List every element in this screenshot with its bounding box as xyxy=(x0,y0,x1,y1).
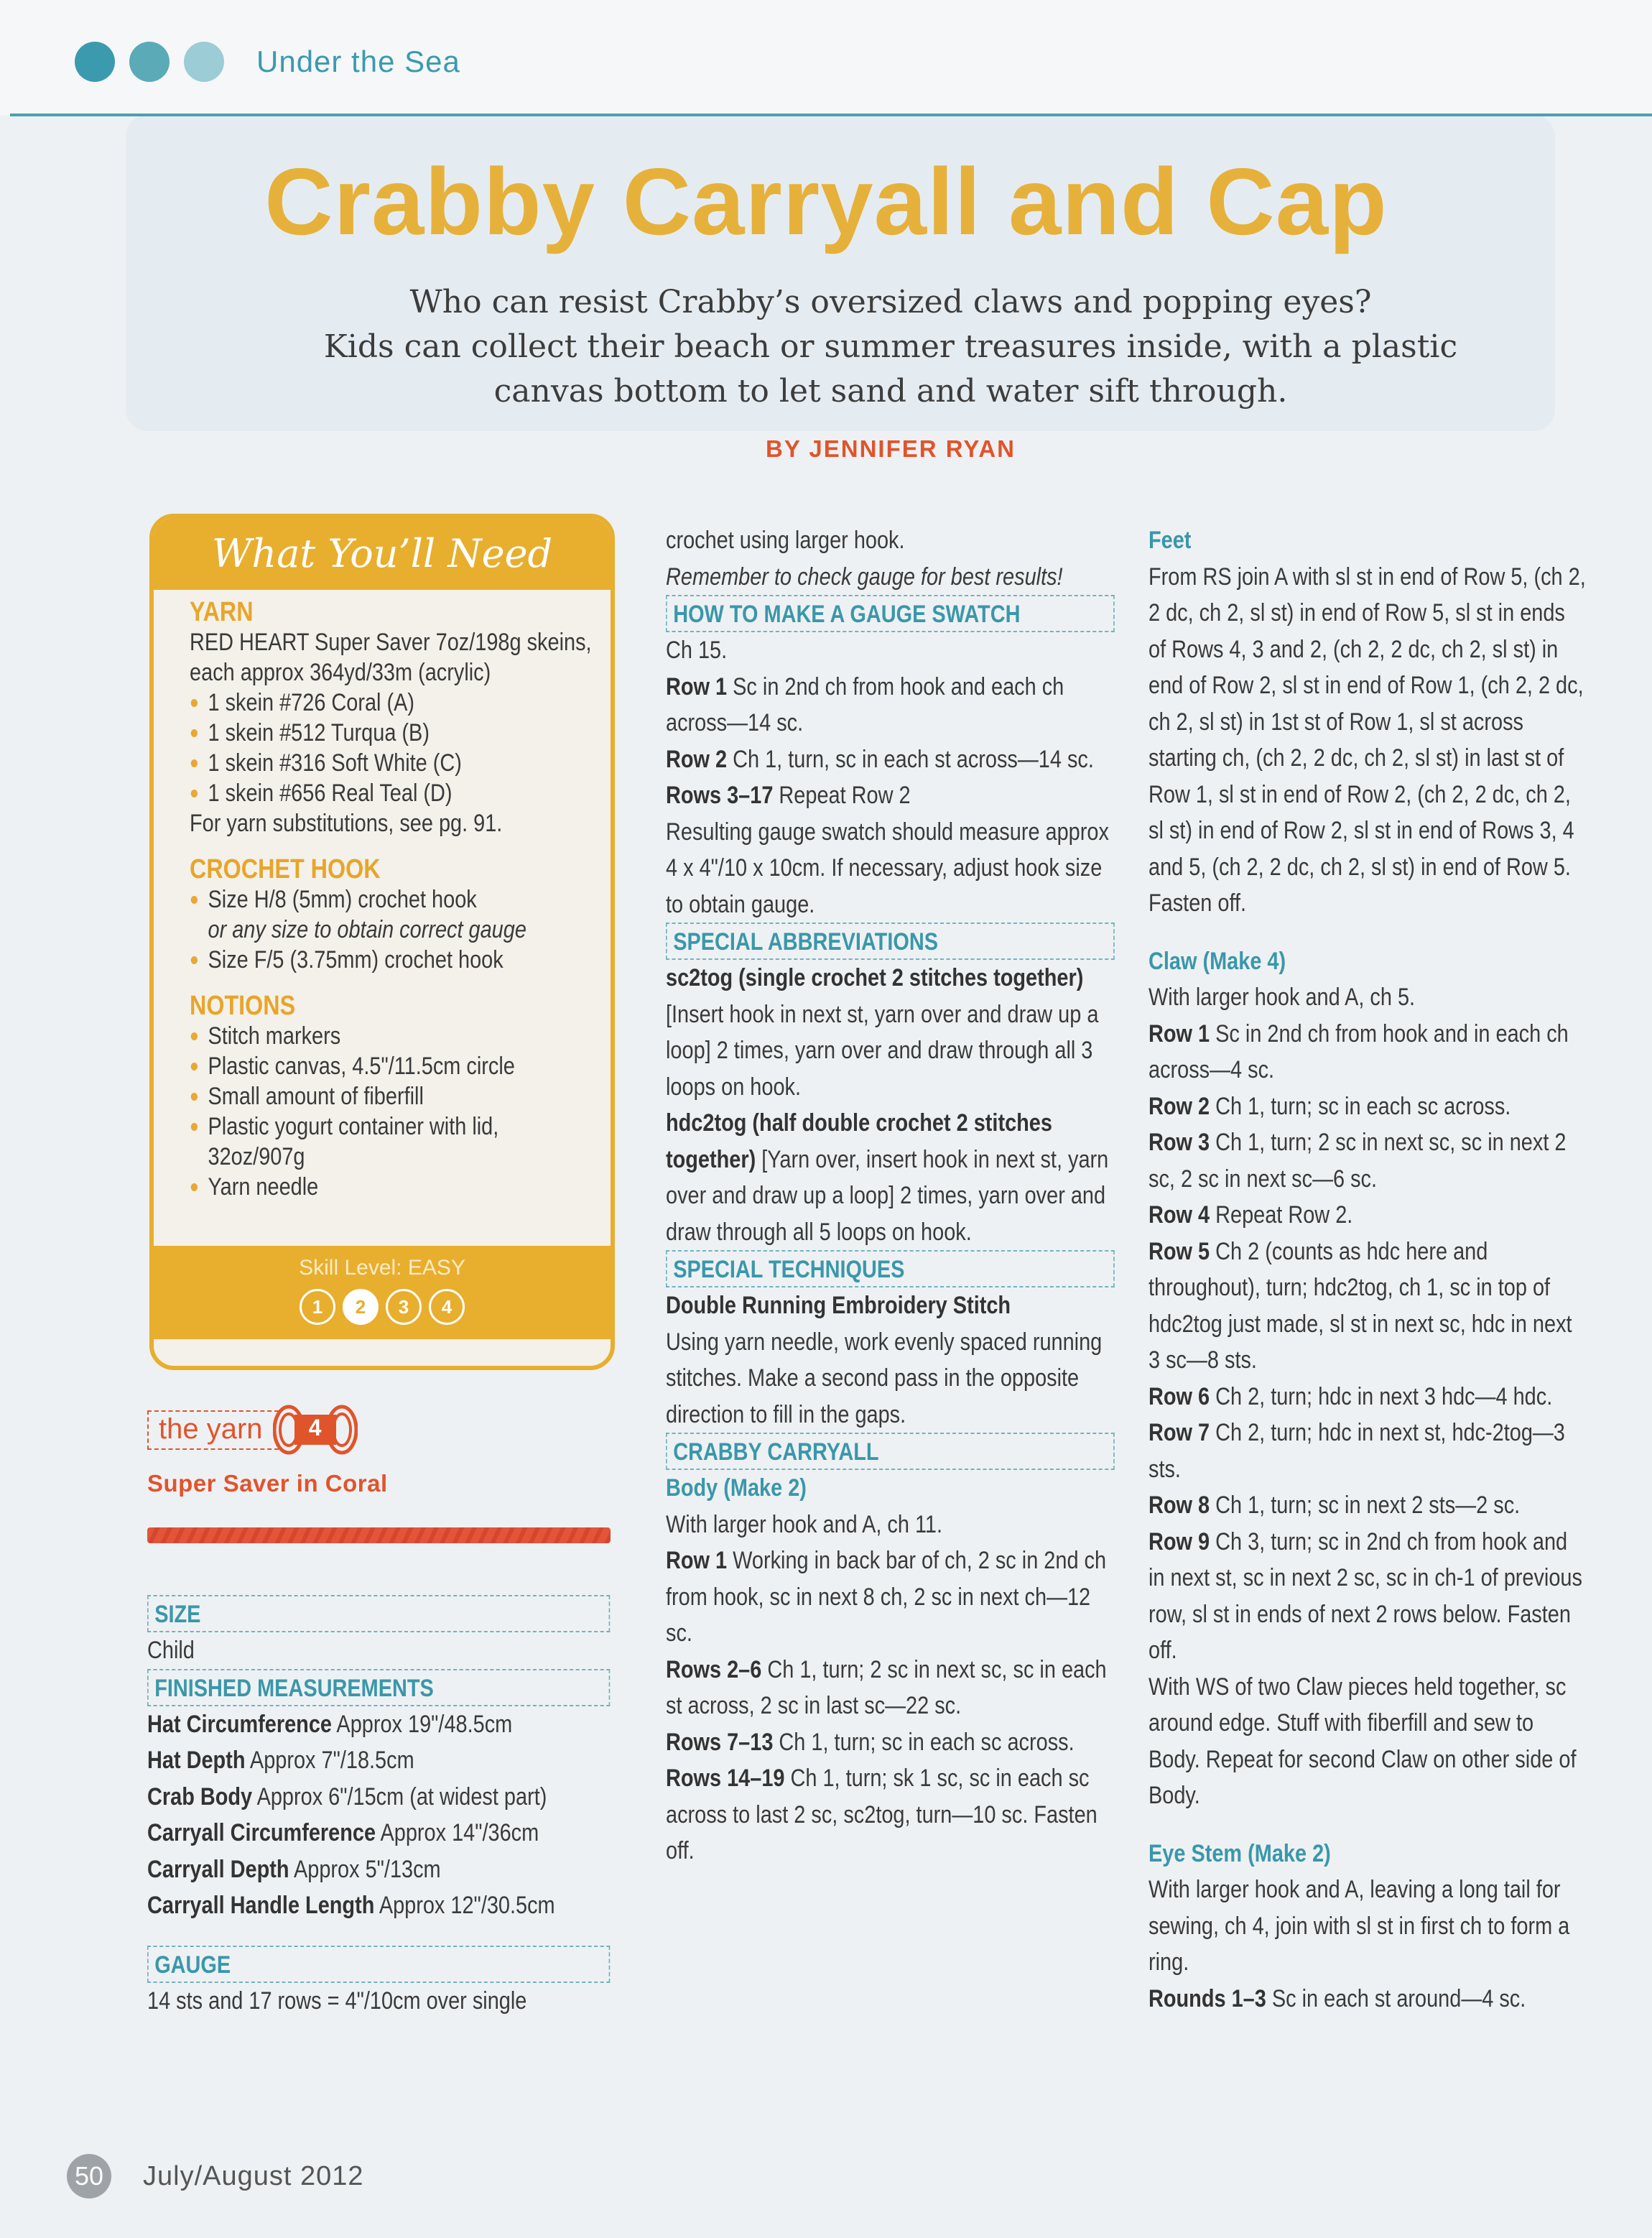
paragraph-lead: Carryall Depth xyxy=(147,1855,289,1883)
paragraph-lead: Row 1 xyxy=(666,672,728,700)
paragraph xyxy=(147,1851,610,1888)
right-column xyxy=(1148,522,1587,2017)
notion-item: Stitch markers xyxy=(190,1021,593,1051)
paragraph xyxy=(666,960,1115,1105)
paragraph-lead: Rows 7–13 xyxy=(666,1728,774,1756)
paragraph xyxy=(666,632,1115,669)
paragraph-text: Approx 7"/18.5cm xyxy=(249,1747,414,1774)
paragraph-lead: Row 5 xyxy=(1148,1237,1210,1265)
paragraph-text: Ch 1, turn; sc in next 2 sts—2 sc. xyxy=(1215,1492,1521,1519)
paragraph xyxy=(666,1543,1115,1652)
paragraph xyxy=(666,1507,1115,1543)
skill-level xyxy=(154,1246,611,1339)
section-name: Under the Sea xyxy=(256,45,460,78)
paragraph-text: With larger hook and A, leaving a long tail for sewing, ch 4, join with sl st in first ch to form a ring. xyxy=(1148,1876,1570,1976)
header-rule xyxy=(10,114,1652,116)
paragraph-text: Ch 1, turn; sk 1 sc, sc in each sc across to last 2 sc, sc2tog, turn—10 sc. Fasten off. xyxy=(666,1765,1098,1864)
yarn-badge xyxy=(147,1405,358,1455)
paragraph xyxy=(1148,1981,1587,2017)
paragraph-lead: sc2tog (single crochet 2 stitches together) xyxy=(666,964,1084,991)
skill-circles xyxy=(154,1289,611,1325)
paragraph-lead: Row 4 xyxy=(1148,1201,1210,1229)
paragraph-text: Repeat Row 2 xyxy=(779,782,911,809)
paragraph-text: Ch 1, turn; sc in each sc across. xyxy=(1215,1092,1511,1120)
subtitle-line: canvas bottom to let sand and water sift through. xyxy=(493,373,1288,410)
paragraph xyxy=(1148,1669,1587,1814)
paragraph-text: [Insert hook in next st, yarn over and draw up a loop] 2 times, yarn over and draw through all 3 loops on hook. xyxy=(666,1000,1099,1101)
paragraph-lead: Crab Body xyxy=(147,1782,253,1811)
paragraph-text: Ch 2, turn; hdc in next 3 hdc—4 hdc. xyxy=(1215,1382,1553,1410)
paragraph-text: Approx 12"/30.5cm xyxy=(379,1892,555,1919)
paragraph-text: Approx 14"/36cm xyxy=(380,1819,539,1846)
paragraph-lead: Row 3 xyxy=(1148,1129,1210,1156)
what-youll-need-box xyxy=(149,514,615,1370)
spacer xyxy=(147,1924,610,1946)
paragraph xyxy=(1148,1016,1587,1088)
yarn-strand-image xyxy=(147,1527,611,1543)
paragraph-text: Repeat Row 2. xyxy=(1215,1201,1353,1229)
paragraph-text: Resulting gauge swatch should measure approx 4 x 4"/10 x 10cm. If necessary, adjust hook size to obtain gauge. xyxy=(666,818,1109,918)
subheading: Eye Stem (Make 2) xyxy=(1148,1839,1331,1867)
hook-heading: CROCHET HOOK xyxy=(190,854,381,884)
paragraph-text: With WS of two Claw pieces held together, sc around edge. Stuff with fiberfill and sew to Body. Repeat for second Claw on other side of Body. xyxy=(1148,1673,1577,1809)
yarn-item: 1 skein #656 Real Teal (D) xyxy=(190,778,593,808)
paragraph-lead: Rows 2–6 xyxy=(666,1655,762,1683)
notion-item: Small amount of fiberfill xyxy=(190,1081,593,1111)
paragraph-lead: Rows 14–19 xyxy=(666,1765,785,1792)
paragraph xyxy=(147,1779,610,1816)
paragraph-lead: Hat Circumference xyxy=(147,1710,332,1738)
byline: BY JENNIFER RYAN xyxy=(765,435,1016,462)
notions-heading: NOTIONS xyxy=(190,991,296,1021)
subtitle-line: Who can resist Crabby’s oversized claws and popping eyes? xyxy=(409,284,1372,320)
yarn-description: RED HEART Super Saver 7oz/198g skeins, each approx 364yd/33m (acrylic) xyxy=(190,629,592,686)
paragraph-lead: hdc2tog (half double crochet 2 stitches together) xyxy=(666,1109,1052,1173)
page-title: Crabby Carryall and Cap xyxy=(264,149,1388,254)
paragraph-text: Child xyxy=(147,1637,195,1664)
paragraph xyxy=(1148,1124,1587,1197)
box-heading: What You’ll Need xyxy=(154,518,611,590)
paragraph-text: Ch 2 (counts as hdc here and throughout), turn; hdc2tog, ch 1, sc in top of hdc2tog just made, sl st in next sc, hdc in next 3 sc—8 sts. xyxy=(1148,1237,1572,1374)
paragraph xyxy=(1148,1197,1587,1234)
section-heading: FINISHED MEASUREMENTS xyxy=(147,1669,610,1706)
paragraph xyxy=(666,522,1115,559)
paragraph xyxy=(666,741,1115,778)
paragraph xyxy=(1148,1872,1587,1981)
paragraph xyxy=(1148,1088,1587,1125)
yarn-heading: YARN xyxy=(190,597,254,627)
section-heading: CRABBY CARRYALL xyxy=(666,1433,1115,1470)
hook-item-note: or any size to obtain correct gauge xyxy=(208,916,526,943)
yarn-note: For yarn substitutions, see pg. 91. xyxy=(190,810,503,837)
notion-item: Yarn needle xyxy=(190,1172,593,1202)
paragraph-text: crochet using larger hook. xyxy=(666,527,905,554)
paragraph-lead: Row 2 xyxy=(666,745,728,773)
dot-icon xyxy=(129,42,170,82)
paragraph-lead: Row 2 xyxy=(1148,1092,1210,1120)
paragraph xyxy=(666,1105,1115,1250)
top-band xyxy=(0,0,1652,115)
paragraph-text: Ch 1, turn; 2 sc in next sc, sc in each st across, 2 sc in last sc—22 sc. xyxy=(666,1655,1107,1719)
paragraph xyxy=(147,1742,610,1779)
subtitle xyxy=(180,280,1602,414)
skill-circle: 3 xyxy=(386,1289,422,1325)
spacer xyxy=(1148,922,1587,943)
paragraph-text: Ch 1, turn, sc in each st across—14 sc. xyxy=(733,745,1094,773)
skill-circle: 1 xyxy=(300,1289,335,1325)
paragraph-text: Ch 15. xyxy=(666,637,728,664)
paragraph xyxy=(666,814,1115,923)
paragraph-lead: Row 1 xyxy=(666,1547,728,1574)
paragraph-lead: Double Running Embroidery Stitch xyxy=(666,1292,1011,1319)
paragraph-text: Approx 5"/13cm xyxy=(293,1855,441,1883)
yarn-item: 1 skein #726 Coral (A) xyxy=(190,688,593,718)
paragraph xyxy=(666,1724,1115,1761)
paragraph-text: Ch 3, turn; sc in 2nd ch from hook and in next st, sc in next 2 sc, sc in ch-1 of previous row, sl st in ends of next 2 rows below. Fasten off. xyxy=(1148,1527,1582,1664)
yarn-name: Super Saver in Coral xyxy=(147,1470,388,1497)
paragraph-text: Ch 1, turn; 2 sc in next sc, sc in next 2 sc, 2 sc in next sc—6 sc. xyxy=(1148,1129,1567,1193)
paragraph-text: Working in back bar of ch, 2 sc in 2nd ch from hook, sc in next 8 ch, 2 sc in next ch—12 sc. xyxy=(666,1547,1107,1647)
dot-icon xyxy=(75,42,115,82)
yarn-skein-icon xyxy=(273,1405,358,1455)
paragraph xyxy=(1148,559,1587,922)
paragraph-lead: Rounds 1–3 xyxy=(1148,1984,1266,2012)
paragraph xyxy=(666,1760,1115,1869)
skill-circle-selected: 2 xyxy=(343,1289,379,1325)
box-body xyxy=(190,597,593,1202)
paragraph xyxy=(1148,1379,1587,1415)
paragraph-text: Approx 6"/15cm (at widest part) xyxy=(256,1782,547,1811)
section-heading: GAUGE xyxy=(147,1946,610,1983)
paragraph xyxy=(147,1632,610,1669)
paragraph-lead: Row 7 xyxy=(1148,1419,1210,1446)
paragraph-lead: Row 9 xyxy=(1148,1527,1210,1555)
paragraph-text: [Yarn over, insert hook in next st, yarn over and draw up a loop] 2 times, yarn over and draw through all 5 loops on hook. xyxy=(666,1145,1109,1246)
section-heading: HOW TO MAKE A GAUGE SWATCH xyxy=(666,595,1115,632)
paragraph xyxy=(1148,1234,1587,1379)
left-column xyxy=(147,1595,610,2019)
paragraph-text: Approx 19"/48.5cm xyxy=(336,1710,513,1738)
section-heading: SIZE xyxy=(147,1595,610,1632)
paragraph xyxy=(1148,979,1587,1016)
paragraph-lead: Row 1 xyxy=(1148,1019,1210,1048)
spacer xyxy=(1148,1814,1587,1836)
note: Remember to check gauge for best results! xyxy=(666,563,1063,591)
paragraph-text: Ch 1, turn; sc in each sc across. xyxy=(779,1728,1075,1756)
hook-item: Size F/5 (3.75mm) crochet hook xyxy=(190,945,593,975)
paragraph xyxy=(666,1652,1115,1724)
paragraph-lead: Carryall Circumference xyxy=(147,1819,376,1846)
subheading: Claw (Make 4) xyxy=(1148,947,1286,975)
subtitle-line: Kids can collect their beach or summer treasures inside, with a plastic xyxy=(323,328,1458,365)
notion-item: Plastic canvas, 4.5"/11.5cm circle xyxy=(190,1051,593,1081)
skill-circle: 4 xyxy=(429,1289,465,1325)
paragraph-text: From RS join A with sl st in end of Row 5, (ch 2, 2 dc, ch 2, sl st) in end of Row 5, sl st in ends of Rows 4, 3 and 2, (ch 2, 2 dc, ch 2, sl st) in end of Row 2, sl st in end of Row 1, (ch 2, 2 dc, ch 2, sl st) in 1st st of Row 1, sl st across starting ch, (ch 2, 2 dc, ch 2, sl st) in last st of Row 1, sl st in end of Row 2, (ch 2, 2 dc, ch 2, sl st) in end of Row 2, sl st in end of Rows 3, 4 and 5, (ch 2, 2 dc, ch 2, sl st) in end of Row 5. Fasten off. xyxy=(1148,563,1586,917)
notion-item: Plastic yogurt container with lid, 32oz/907g xyxy=(190,1111,593,1172)
paragraph-lead: Carryall Handle Length xyxy=(147,1892,375,1919)
paragraph-lead: Hat Depth xyxy=(147,1747,246,1774)
paragraph xyxy=(1148,1524,1587,1669)
hook-item xyxy=(190,884,593,945)
yarn-badge-label: the yarn xyxy=(147,1410,279,1450)
paragraph-text: 14 sts and 17 rows = 4"/10cm over single xyxy=(147,1987,527,2015)
middle-column xyxy=(666,522,1115,1869)
paragraph-text: Ch 2, turn; hdc in next st, hdc-2tog—3 sts. xyxy=(1148,1419,1565,1483)
paragraph xyxy=(666,1287,1115,1433)
skill-label: Skill Level: EASY xyxy=(299,1256,465,1280)
paragraph xyxy=(147,1706,610,1743)
paragraph-text: Sc in each st around—4 sc. xyxy=(1271,1984,1526,2012)
paragraph xyxy=(1148,1487,1587,1524)
paragraph xyxy=(147,1983,610,2020)
paragraph-text: Sc in 2nd ch from hook and each ch across—14 sc. xyxy=(666,672,1064,736)
section-heading: SPECIAL ABBREVIATIONS xyxy=(666,923,1115,960)
paragraph-lead: Row 6 xyxy=(1148,1382,1210,1410)
paragraph-lead: Rows 3–17 xyxy=(666,782,774,809)
section-dots xyxy=(75,42,224,82)
paragraph xyxy=(147,1887,610,1924)
yarn-weight: 4 xyxy=(308,1415,322,1441)
paragraph xyxy=(147,1815,610,1851)
paragraph-lead: Row 8 xyxy=(1148,1492,1210,1519)
page-number: 50 xyxy=(67,2154,111,2198)
subheading: Feet xyxy=(1148,527,1192,554)
paragraph-text: Sc in 2nd ch from hook and in each ch across—4 sc. xyxy=(1148,1019,1569,1083)
subheading: Body (Make 2) xyxy=(666,1474,807,1502)
paragraph-text: With larger hook and A, ch 5. xyxy=(1148,984,1416,1011)
paragraph xyxy=(666,777,1115,814)
paragraph xyxy=(666,669,1115,741)
hook-item-text: Size H/8 (5mm) crochet hook xyxy=(208,886,477,913)
yarn-item: 1 skein #316 Soft White (C) xyxy=(190,748,593,778)
paragraph xyxy=(1148,1415,1587,1487)
paragraph-text: With larger hook and A, ch 11. xyxy=(666,1510,943,1538)
section-heading: SPECIAL TECHNIQUES xyxy=(666,1250,1115,1287)
dot-icon xyxy=(184,42,224,82)
paragraph-text: Using yarn needle, work evenly spaced running stitches. Make a second pass in the opposite direction to fill in the gaps. xyxy=(666,1328,1103,1428)
issue-date: July/August 2012 xyxy=(143,2161,364,2191)
yarn-item: 1 skein #512 Turqua (B) xyxy=(190,718,593,748)
